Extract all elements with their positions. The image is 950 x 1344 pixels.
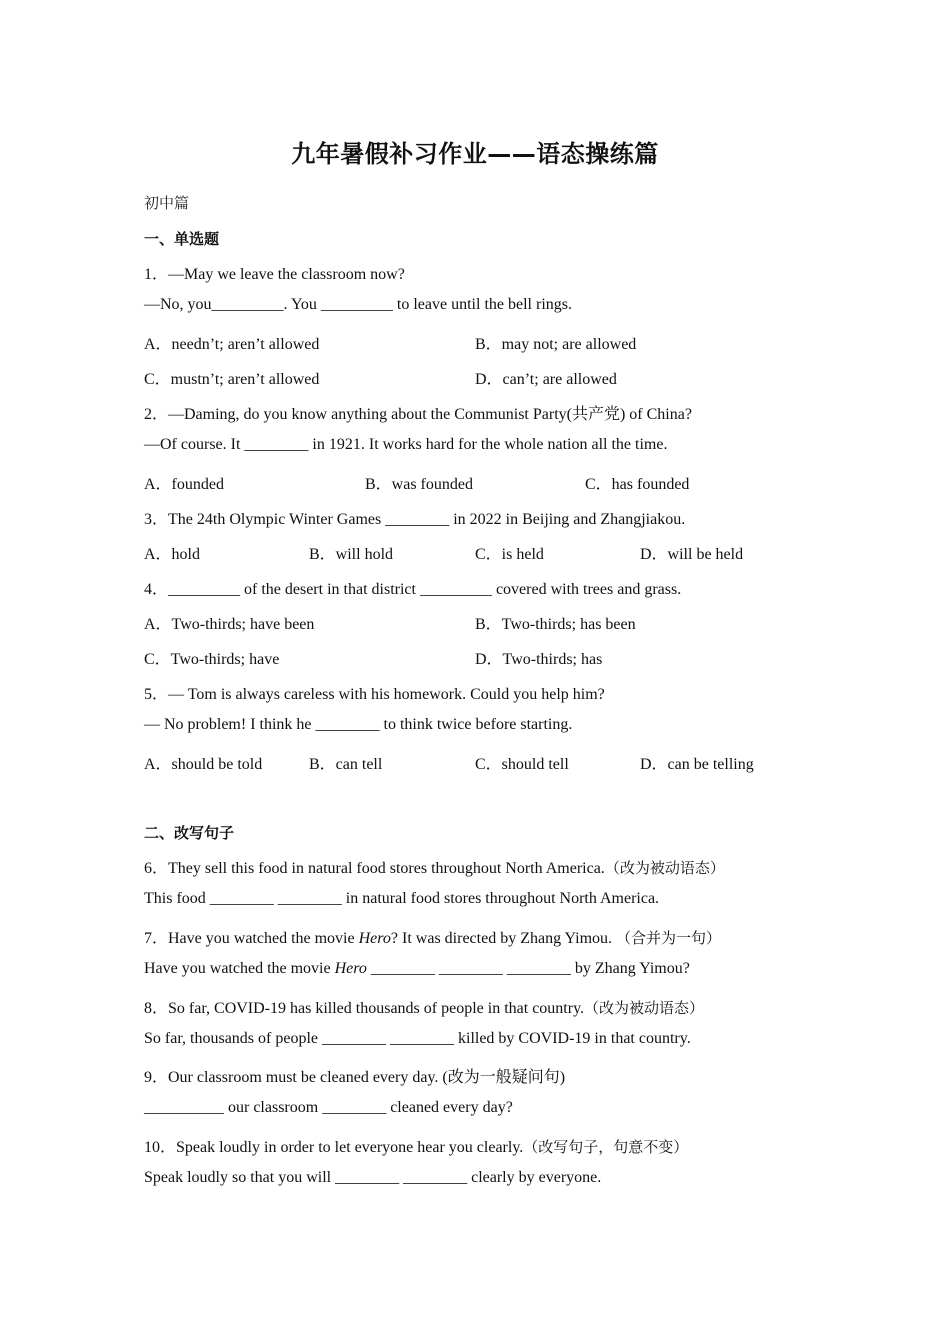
question-5-option-c: C．should tell	[475, 756, 569, 773]
question-7-stem	[144, 925, 721, 948]
question-2-stem-2: —Of course. It ________ in 1921. It works hard for the whole nation all the time.	[144, 436, 668, 453]
question-8-answer-line: So far, thousands of people ________ ________ killed by COVID-19 in that country.	[144, 1030, 691, 1047]
question-8-stem	[144, 995, 704, 1018]
question-2-option-a: A．founded	[144, 476, 224, 493]
question-6-answer-line: This food ________ ________ in natural food stores throughout North America.	[144, 890, 660, 907]
question-1-option-a: A．needn’t; aren’t allowed	[144, 336, 320, 353]
question-4-option-c: C．Two-thirds; have	[144, 651, 280, 668]
question-3-option-a: A．hold	[144, 546, 201, 563]
question-7-answer-a: Have you watched the movie	[144, 960, 335, 977]
section-heading-rewrite: 二、改写句子	[144, 824, 235, 842]
question-10-instruction: （改写句子，句意不变）	[523, 1138, 689, 1156]
question-7-instruction: （合并为一句）	[616, 929, 722, 947]
question-6-text: 6．They sell this food in natural food stores throughout North America.	[144, 860, 605, 877]
question-1-stem: 1．—May we leave the classroom now?	[144, 266, 405, 283]
question-10-answer-line: Speak loudly so that you will ________ ________ clearly by everyone.	[144, 1169, 602, 1186]
question-3-option-d: D．will be held	[640, 546, 744, 563]
question-5-option-b: B．can tell	[309, 756, 383, 773]
question-9-stem: 9．Our classroom must be cleaned every day. (改为一般疑问句)	[144, 1069, 566, 1086]
question-2-stem: 2．—Daming, do you know anything about the Communist Party(共产党) of China?	[144, 406, 692, 423]
question-2-option-c: C．has founded	[585, 476, 690, 493]
question-3-option-b: B．will hold	[309, 546, 394, 563]
question-7-answer-line	[144, 960, 690, 978]
section-heading-single-choice: 一、单选题	[144, 230, 220, 248]
question-10-text: 10．Speak loudly in order to let everyone hear you clearly.	[144, 1139, 524, 1156]
question-5-stem: 5．— Tom is always careless with his homework. Could you help him?	[144, 686, 605, 703]
question-1-option-b: B．may not; are allowed	[475, 336, 637, 353]
question-7-text-a: 7．Have you watched the movie	[144, 930, 359, 947]
question-7-answer-movie: Hero	[334, 960, 367, 977]
question-4-option-b: B．Two-thirds; has been	[475, 616, 636, 633]
question-1-stem-2: —No, you_________. You _________ to leave until the bell rings.	[144, 296, 572, 313]
question-6-instruction: （改为被动语态）	[604, 859, 725, 877]
question-4-option-d: D．Two-thirds; has	[475, 651, 603, 668]
question-2-option-b: B．was founded	[365, 476, 473, 493]
question-8-instruction: （改为被动语态）	[584, 999, 705, 1017]
question-5-option-d: D．can be telling	[640, 756, 754, 773]
question-4-stem: 4．_________ of the desert in that district _________ covered with trees and grass.	[144, 581, 682, 598]
question-5-stem-2: — No problem! I think he ________ to think twice before starting.	[144, 716, 573, 733]
question-1-option-d: D．can’t; are allowed	[475, 371, 617, 388]
question-3-stem: 3．The 24th Olympic Winter Games ________ in 2022 in Beijing and Zhangjiakou.	[144, 511, 686, 528]
question-7-answer-b: ________ ________ ________ by Zhang Yimou?	[366, 960, 690, 977]
question-9-answer-line: __________ our classroom ________ cleaned every day?	[144, 1099, 513, 1116]
question-4-option-a: A．Two-thirds; have been	[144, 616, 315, 633]
question-7-movie-title: Hero	[358, 930, 391, 947]
question-6-stem	[144, 855, 725, 878]
question-7-text-b: ? It was directed by Zhang Yimou.	[390, 930, 617, 947]
question-8-text: 8．So far, COVID-19 has killed thousands of people in that country.	[144, 1000, 585, 1017]
question-5-option-a: A．should be told	[144, 756, 263, 773]
subtitle: 初中篇	[144, 196, 190, 212]
question-1-option-c: C．mustn’t; aren’t allowed	[144, 371, 320, 388]
question-3-option-c: C．is held	[475, 546, 544, 563]
question-10-stem	[144, 1134, 688, 1157]
page-title: 九年暑假补习作业——语态操练篇	[291, 140, 659, 168]
